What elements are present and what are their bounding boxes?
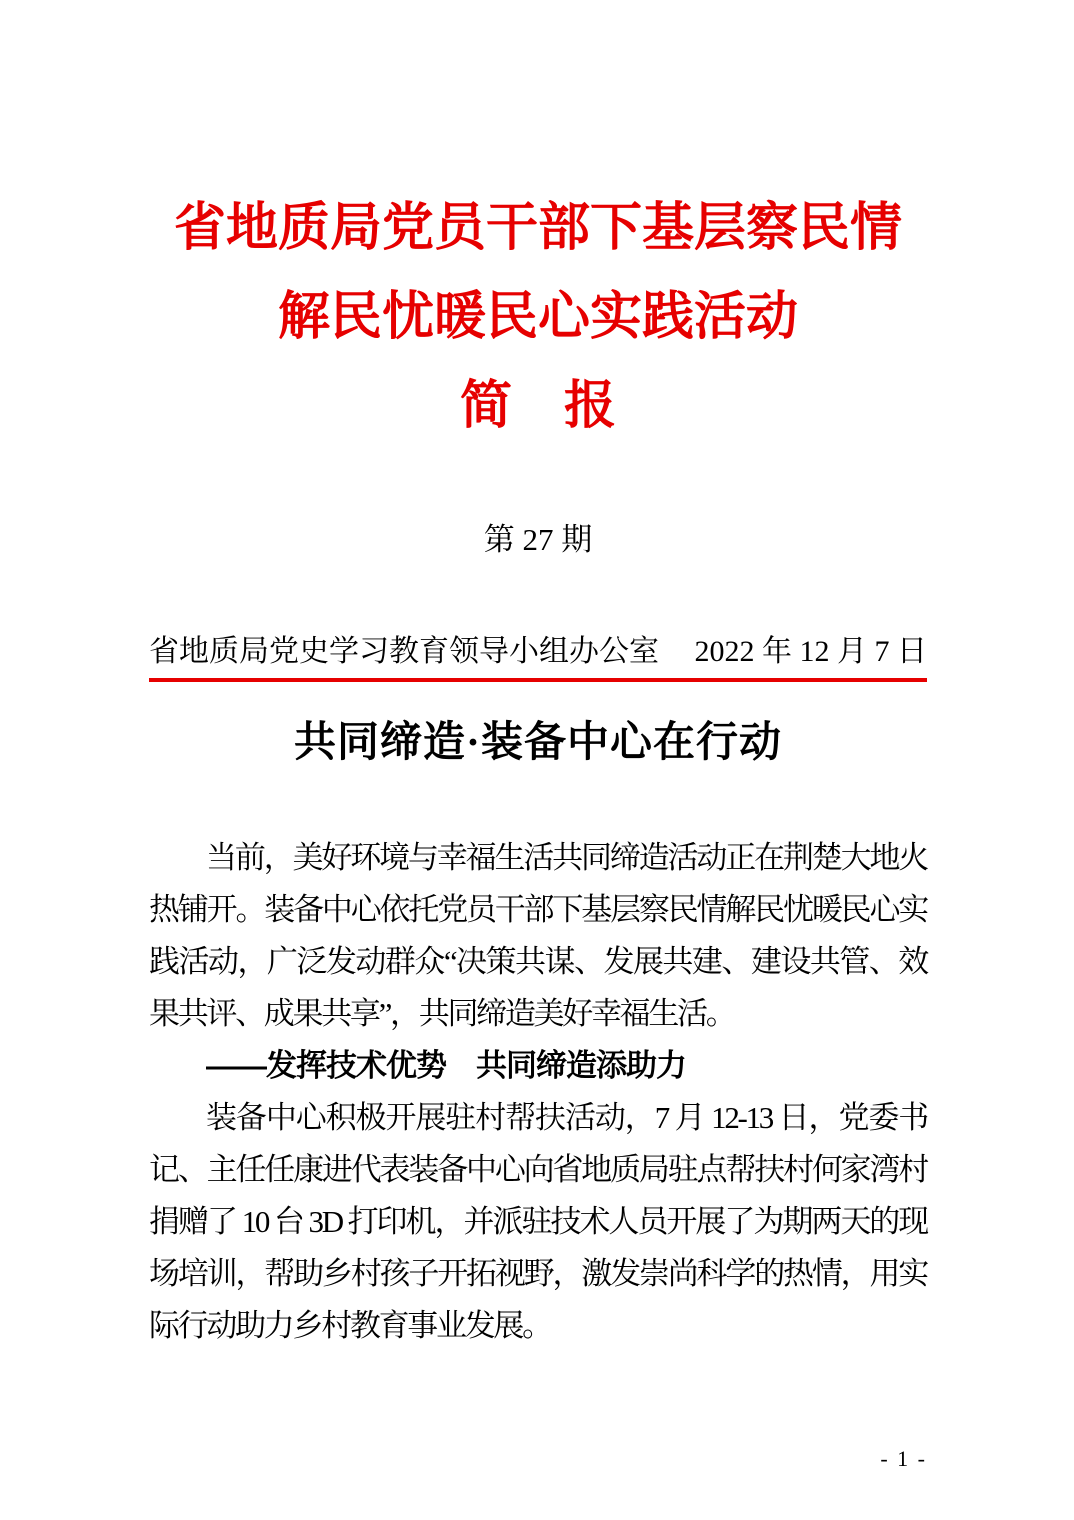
- issuer-name: 省地质局党史学习教育领导小组办公室: [149, 635, 659, 668]
- issue-number: 第 27 期: [483, 522, 593, 557]
- masthead-issuer-row: [149, 633, 927, 671]
- section-subheading: ——发挥技术优势 共同缔造添助力: [206, 1048, 686, 1083]
- issue-date: 2022 年 12 月 7 日: [694, 635, 927, 668]
- document-title-line-3: 简 报: [459, 378, 616, 435]
- body-paragraph-1: 当前，美好环境与幸福生活共同缔造活动正在荆楚大地火热铺开。装备中心依托党员干部下基层察民情解民忧暖民心实践活动，广泛发动群众“决策共谋、发展共建、建设共管、效果共评、成果共享”，共同缔造美好幸福生活。: [149, 840, 927, 1031]
- document-title-line-1: 省地质局党员干部下基层察民情: [173, 200, 902, 257]
- document-title: [149, 0, 927, 451]
- page-number: - 1 -: [880, 1446, 927, 1471]
- red-separator-line: [149, 678, 927, 682]
- article-title: 共同缔造·装备中心在行动: [293, 720, 782, 766]
- document-title-line-2: 解民忧暖民心实践活动: [277, 289, 798, 346]
- body-paragraph-2: 装备中心积极开展驻村帮扶活动，7 月 12-13 日，党委书记、主任任康进代表装备中心向省地质局驻点帮扶村何家湾村捐赠了 10 台 3D 打印机，并派驻技术人员开展了为期两天的现场培训，帮助乡村孩子开拓视野，激发崇尚科学的热情，用实际行动助力乡村教育事业发展。: [149, 1100, 927, 1343]
